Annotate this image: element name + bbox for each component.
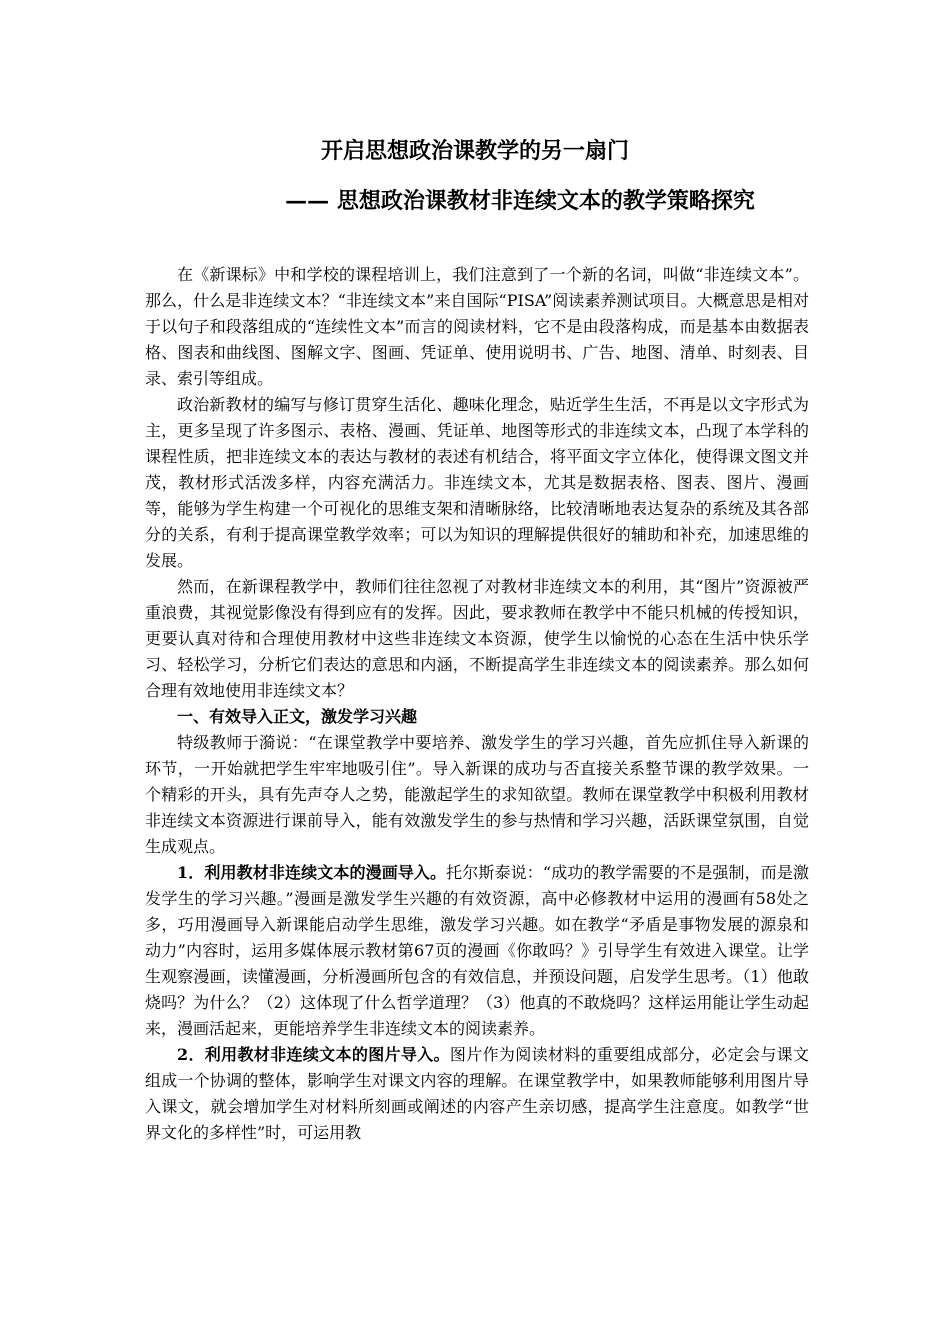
paragraph-textbook: 政治新教材的编写与修订贯穿生活化、趣味化理念，贴近学生生活，不再是以文字形式为主，更多呈现了许多图示、表格、漫画、凭证单、地图等形式的非连续文本，凸现了本学科的课程性质，把非连续文本的表达与教材的表述有机结合，将平面文字立体化，使得课文图文并茂，教材形式活泼多样，内容充满活力。非连续文本，尤其是数据表格、图表、图片、漫画等，能够为学生构建一个可视化的思维支架和清晰脉络，比较清晰地表达复杂的系统及其各部分的关系，有利于提高课堂教学效率；可以为知识的理解提供很好的辅助和补充，加速思维的发展。 <box>145 395 809 570</box>
section-heading: 一、有效导入正文，激发学习兴趣 <box>177 707 418 726</box>
paragraph-however: 然而，在新课程教学中，教师们往往忽视了对教材非连续文本的利用，其“图片”资源被严重浪费，其视觉影像没有得到应有的发挥。因此，要求教师在教学中不能只机械的传授知识，更要认真对待和合理使用教材中这些非连续文本资源，使学生以愉悦的心态在生活中快乐学习、轻松学习，分析它们表达的意思和内涵，不断提高学生非连续文本的阅读素养。那么如何合理有效地使用非连续文本？ <box>145 577 809 700</box>
paragraph-section-intro: 特级教师于漪说：“在课堂教学中要培养、激发学生的学习兴趣，首先应抓住导入新课的环节，一开始就把学生牢牢地吸引住”。导入新课的成功与否直接关系整节课的教学效果。一个精彩的开头，具有先声夺人之势，能激起学生的求知欲望。教师在课堂教学中积极利用教材非连续文本资源进行课前导入，能有效激发学生的参与热情和学习兴趣，活跃课堂氛围，自觉生成观点。 <box>145 733 809 856</box>
item-1-lead: 1．利用教材非连续文本的漫画导入。 <box>177 863 447 882</box>
document-title: 开启思想政治课教学的另一扇门 <box>320 138 629 164</box>
paragraph-item-2 <box>145 1042 809 1146</box>
item-2-lead: 2．利用教材非连续文本的图片导入。 <box>177 1045 450 1064</box>
item-2-text: 图片作为阅读材料的重要组成部分，必定会与课文组成一个协调的整体，影响学生对课文内容的理解。在课堂教学中，如果教师能够利用图片导入课文，就会增加学生对材料所刻画或阐述的内容产生亲切感，提高学生注意度。如教学“世界文化的多样性”时，可运用教 <box>145 1045 809 1142</box>
item-1-text: 托尔斯泰说：“成功的教学需要的不是强制，而是激发学生的学习兴趣。”漫画是激发学生兴趣的有效资源，高中必修教材中运用的漫画有58处之多，巧用漫画导入新课能启动学生思维，激发学习兴趣。如在教学“矛盾是事物发展的源泉和动力”内容时，运用多媒体展示教材第67页的漫画《你敢吗？》引导学生有效进入课堂。让学生观察漫画，读懂漫画，分析漫画所包含的有效信息，并预设问题，启发学生思考。（1）他敢烧吗？为什么？（2）这体现了什么哲学道理？（3）他真的不敢烧吗？这样运用能让学生动起来，漫画活起来，更能培养学生非连续文本的阅读素养。 <box>145 863 809 1038</box>
paragraph-item-1 <box>145 860 809 1042</box>
document-subtitle: —— 思想政治课教材非连续文本的教学策略探究 <box>285 188 755 214</box>
paragraph-intro: 在《新课标》中和学校的课程培训上，我们注意到了一个新的名词，叫做“非连续文本”。那么，什么是非连续文本？“非连续文本”来自国际“PISA”阅读素养测试项目。大概意思是相对于以句子和段落组成的“连续性文本”而言的阅读材料，它不是由段落构成，而是基本由数据表格、图表和曲线图、图解文字、图画、凭证单、使用说明书、广告、地图、清单、时刻表、目录、索引等组成。 <box>145 265 809 388</box>
document-body <box>145 262 809 1146</box>
